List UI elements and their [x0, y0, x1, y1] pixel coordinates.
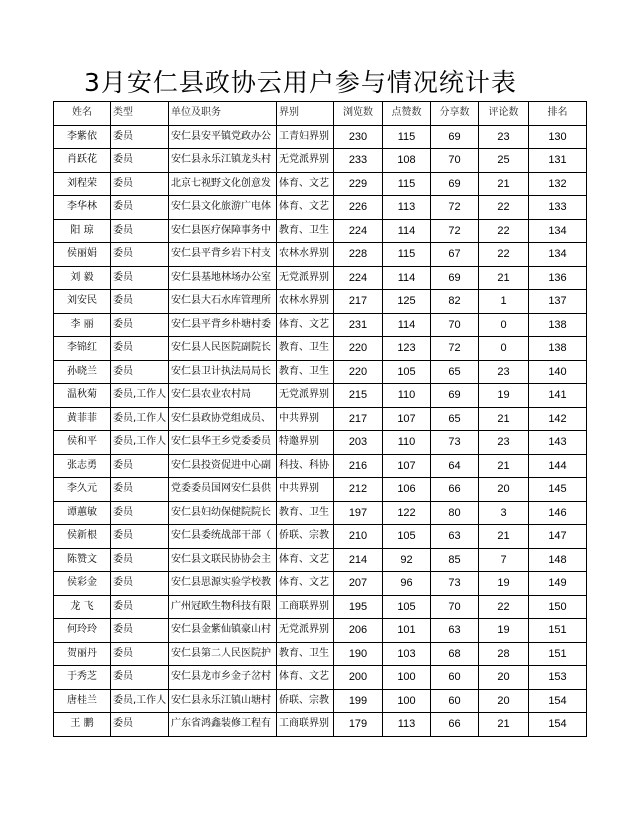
- table-row: [54, 337, 587, 361]
- table-row: [54, 595, 587, 619]
- cell-rank: 154: [529, 689, 587, 713]
- cell-sector: 体育、文艺: [277, 313, 334, 337]
- cell-views: 217: [334, 290, 383, 314]
- cell-rank: 142: [529, 407, 587, 431]
- cell-unit: 安仁县平背乡朴塘村委: [169, 313, 277, 337]
- table-row: [54, 266, 587, 290]
- cell-name: 于秀芝: [54, 666, 111, 690]
- statistics-table: [53, 101, 587, 737]
- cell-likes: 105: [383, 595, 431, 619]
- cell-comments: 3: [479, 501, 529, 525]
- cell-type: 委员: [111, 501, 169, 525]
- cell-shares: 73: [431, 572, 479, 596]
- cell-unit: 安仁县农业农村局: [169, 384, 277, 408]
- cell-rank: 133: [529, 196, 587, 220]
- cell-rank: 140: [529, 360, 587, 384]
- cell-likes: 96: [383, 572, 431, 596]
- cell-sector: 农林水界别: [277, 243, 334, 267]
- cell-name: 温秋菊: [54, 384, 111, 408]
- cell-views: 190: [334, 642, 383, 666]
- cell-name: 肖跃花: [54, 149, 111, 173]
- table-row: [54, 360, 587, 384]
- header-views: 浏览数: [334, 102, 383, 126]
- cell-name: 李 丽: [54, 313, 111, 337]
- cell-unit: 安仁县文化旅游广电体: [169, 196, 277, 220]
- cell-unit: 安仁县大石水库管理所: [169, 290, 277, 314]
- table-row: [54, 548, 587, 572]
- cell-name: 李久元: [54, 478, 111, 502]
- table-row: [54, 219, 587, 243]
- cell-comments: 20: [479, 478, 529, 502]
- header-type: 类型: [111, 102, 169, 126]
- cell-likes: 113: [383, 196, 431, 220]
- cell-unit: 安仁县平背乡岩下村支: [169, 243, 277, 267]
- cell-likes: 125: [383, 290, 431, 314]
- cell-likes: 115: [383, 172, 431, 196]
- cell-type: 委员: [111, 243, 169, 267]
- cell-views: 203: [334, 431, 383, 455]
- table-row: [54, 384, 587, 408]
- cell-comments: 25: [479, 149, 529, 173]
- cell-rank: 151: [529, 619, 587, 643]
- cell-comments: 7: [479, 548, 529, 572]
- cell-rank: 138: [529, 337, 587, 361]
- cell-likes: 107: [383, 454, 431, 478]
- cell-rank: 147: [529, 525, 587, 549]
- cell-views: 231: [334, 313, 383, 337]
- table-row: [54, 689, 587, 713]
- cell-rank: 132: [529, 172, 587, 196]
- cell-shares: 70: [431, 595, 479, 619]
- cell-views: 228: [334, 243, 383, 267]
- table-row: [54, 313, 587, 337]
- cell-sector: 侨联、宗教: [277, 689, 334, 713]
- cell-likes: 92: [383, 548, 431, 572]
- table-row: [54, 196, 587, 220]
- cell-type: 委员: [111, 525, 169, 549]
- cell-rank: 141: [529, 384, 587, 408]
- table-row: [54, 431, 587, 455]
- cell-unit: 安仁县永乐江镇龙头村: [169, 149, 277, 173]
- cell-rank: 131: [529, 149, 587, 173]
- table-row: [54, 572, 587, 596]
- table-row: [54, 243, 587, 267]
- cell-rank: 154: [529, 713, 587, 737]
- table-row: [54, 619, 587, 643]
- cell-shares: 65: [431, 407, 479, 431]
- cell-sector: 工青妇界别: [277, 125, 334, 149]
- cell-sector: 科技、科协: [277, 454, 334, 478]
- cell-likes: 114: [383, 266, 431, 290]
- cell-name: 贺丽丹: [54, 642, 111, 666]
- table-row: [54, 125, 587, 149]
- table-row: [54, 501, 587, 525]
- cell-sector: 农林水界别: [277, 290, 334, 314]
- cell-views: 199: [334, 689, 383, 713]
- cell-views: 195: [334, 595, 383, 619]
- cell-views: 224: [334, 266, 383, 290]
- cell-name: 李紫依: [54, 125, 111, 149]
- cell-unit: 广州冠欧生物科技有限: [169, 595, 277, 619]
- cell-unit: 安仁县龙市乡金子岔村: [169, 666, 277, 690]
- cell-comments: 22: [479, 196, 529, 220]
- cell-comments: 0: [479, 337, 529, 361]
- table-row: [54, 525, 587, 549]
- cell-shares: 64: [431, 454, 479, 478]
- cell-sector: 体育、文艺: [277, 548, 334, 572]
- cell-unit: 安仁县安平镇党政办公: [169, 125, 277, 149]
- cell-views: 224: [334, 219, 383, 243]
- cell-unit: 安仁县思源实验学校教: [169, 572, 277, 596]
- cell-shares: 60: [431, 666, 479, 690]
- header-likes: 点赞数: [383, 102, 431, 126]
- cell-likes: 103: [383, 642, 431, 666]
- cell-rank: 150: [529, 595, 587, 619]
- table-row: [54, 172, 587, 196]
- cell-name: 侯丽娟: [54, 243, 111, 267]
- cell-comments: 20: [479, 689, 529, 713]
- cell-shares: 66: [431, 713, 479, 737]
- cell-views: 233: [334, 149, 383, 173]
- cell-sector: 无党派界别: [277, 384, 334, 408]
- cell-rank: 149: [529, 572, 587, 596]
- cell-unit: 安仁县医疗保障事务中: [169, 219, 277, 243]
- cell-rank: 144: [529, 454, 587, 478]
- cell-type: 委员: [111, 313, 169, 337]
- cell-likes: 114: [383, 219, 431, 243]
- cell-sector: 无党派界别: [277, 266, 334, 290]
- cell-rank: 137: [529, 290, 587, 314]
- table-row: [54, 713, 587, 737]
- cell-shares: 66: [431, 478, 479, 502]
- cell-sector: 无党派界别: [277, 149, 334, 173]
- cell-shares: 63: [431, 525, 479, 549]
- page-title: 3月安仁县政协云用户参与情况统计表: [84, 68, 517, 97]
- cell-likes: 122: [383, 501, 431, 525]
- cell-unit: 安仁县人民医院副院长: [169, 337, 277, 361]
- cell-type: 委员: [111, 172, 169, 196]
- table-row: [54, 290, 587, 314]
- header-comments: 评论数: [479, 102, 529, 126]
- cell-views: 215: [334, 384, 383, 408]
- cell-comments: 20: [479, 666, 529, 690]
- cell-unit: 安仁县基地林场办公室: [169, 266, 277, 290]
- cell-name: 阳 琼: [54, 219, 111, 243]
- cell-name: 王 鹏: [54, 713, 111, 737]
- cell-name: 龙 飞: [54, 595, 111, 619]
- cell-unit: 安仁县政协党组成员、: [169, 407, 277, 431]
- cell-rank: 151: [529, 642, 587, 666]
- cell-type: 委员,工作人: [111, 384, 169, 408]
- cell-sector: 工商联界别: [277, 595, 334, 619]
- cell-likes: 101: [383, 619, 431, 643]
- cell-likes: 108: [383, 149, 431, 173]
- cell-comments: 23: [479, 431, 529, 455]
- cell-views: 216: [334, 454, 383, 478]
- cell-name: 刘安民: [54, 290, 111, 314]
- cell-sector: 特邀界别: [277, 431, 334, 455]
- cell-name: 黄菲菲: [54, 407, 111, 431]
- cell-unit: 安仁县永乐江镇山塘村: [169, 689, 277, 713]
- cell-sector: 教育、卫生: [277, 501, 334, 525]
- cell-unit: 安仁县第二人民医院护: [169, 642, 277, 666]
- cell-shares: 67: [431, 243, 479, 267]
- cell-likes: 115: [383, 125, 431, 149]
- cell-comments: 21: [479, 713, 529, 737]
- cell-shares: 69: [431, 266, 479, 290]
- cell-type: 委员: [111, 619, 169, 643]
- cell-views: 214: [334, 548, 383, 572]
- cell-type: 委员: [111, 572, 169, 596]
- cell-sector: 体育、文艺: [277, 572, 334, 596]
- cell-name: 何玲玲: [54, 619, 111, 643]
- cell-rank: 143: [529, 431, 587, 455]
- cell-sector: 教育、卫生: [277, 337, 334, 361]
- cell-likes: 106: [383, 478, 431, 502]
- cell-name: 李锦红: [54, 337, 111, 361]
- cell-unit: 安仁县金紫仙镇豪山村: [169, 619, 277, 643]
- cell-type: 委员,工作人: [111, 689, 169, 713]
- cell-rank: 148: [529, 548, 587, 572]
- cell-rank: 146: [529, 501, 587, 525]
- cell-type: 委员: [111, 290, 169, 314]
- cell-views: 206: [334, 619, 383, 643]
- cell-name: 陈赞文: [54, 548, 111, 572]
- cell-views: 197: [334, 501, 383, 525]
- cell-name: 张志勇: [54, 454, 111, 478]
- cell-name: 唐桂兰: [54, 689, 111, 713]
- cell-name: 孙晓兰: [54, 360, 111, 384]
- cell-comments: 21: [479, 266, 529, 290]
- cell-type: 委员: [111, 266, 169, 290]
- header-name: 姓名: [54, 102, 111, 126]
- cell-comments: 0: [479, 313, 529, 337]
- cell-rank: 145: [529, 478, 587, 502]
- cell-name: 刘 毅: [54, 266, 111, 290]
- cell-type: 委员: [111, 454, 169, 478]
- cell-rank: 136: [529, 266, 587, 290]
- cell-views: 217: [334, 407, 383, 431]
- cell-comments: 21: [479, 525, 529, 549]
- cell-name: 李华林: [54, 196, 111, 220]
- cell-unit: 党委委员国网安仁县供: [169, 478, 277, 502]
- cell-sector: 体育、文艺: [277, 196, 334, 220]
- table-row: [54, 666, 587, 690]
- cell-name: 侯和平: [54, 431, 111, 455]
- cell-type: 委员,工作人: [111, 407, 169, 431]
- table-row: [54, 642, 587, 666]
- cell-shares: 69: [431, 172, 479, 196]
- cell-sector: 工商联界别: [277, 713, 334, 737]
- cell-views: 179: [334, 713, 383, 737]
- cell-type: 委员: [111, 642, 169, 666]
- cell-likes: 123: [383, 337, 431, 361]
- cell-name: 刘程荣: [54, 172, 111, 196]
- cell-comments: 28: [479, 642, 529, 666]
- cell-likes: 113: [383, 713, 431, 737]
- cell-type: 委员: [111, 219, 169, 243]
- cell-likes: 100: [383, 666, 431, 690]
- cell-name: 侯彩金: [54, 572, 111, 596]
- cell-name: 侯新根: [54, 525, 111, 549]
- cell-unit: 安仁县华王乡党委委员: [169, 431, 277, 455]
- cell-unit: 安仁县委统战部干部（: [169, 525, 277, 549]
- cell-shares: 82: [431, 290, 479, 314]
- cell-comments: 22: [479, 243, 529, 267]
- table-row: [54, 149, 587, 173]
- cell-type: 委员: [111, 360, 169, 384]
- header-unit: 单位及职务: [169, 102, 277, 126]
- cell-type: 委员: [111, 337, 169, 361]
- cell-shares: 70: [431, 313, 479, 337]
- cell-rank: 138: [529, 313, 587, 337]
- cell-views: 229: [334, 172, 383, 196]
- cell-comments: 21: [479, 454, 529, 478]
- cell-views: 210: [334, 525, 383, 549]
- cell-views: 226: [334, 196, 383, 220]
- cell-rank: 130: [529, 125, 587, 149]
- cell-type: 委员: [111, 125, 169, 149]
- cell-shares: 69: [431, 384, 479, 408]
- cell-type: 委员,工作人: [111, 431, 169, 455]
- cell-unit: 安仁县卫计执法局局长: [169, 360, 277, 384]
- cell-likes: 100: [383, 689, 431, 713]
- table-row: [54, 478, 587, 502]
- header-sector: 界别: [277, 102, 334, 126]
- header-shares: 分享数: [431, 102, 479, 126]
- table-row: [54, 407, 587, 431]
- cell-type: 委员: [111, 595, 169, 619]
- cell-comments: 19: [479, 384, 529, 408]
- header-row: [54, 102, 587, 126]
- cell-type: 委员: [111, 196, 169, 220]
- cell-type: 委员: [111, 713, 169, 737]
- cell-views: 230: [334, 125, 383, 149]
- cell-comments: 23: [479, 360, 529, 384]
- header-rank: 排名: [529, 102, 587, 126]
- cell-unit: 安仁县投资促进中心副: [169, 454, 277, 478]
- cell-comments: 21: [479, 407, 529, 431]
- cell-shares: 70: [431, 149, 479, 173]
- cell-unit: 北京七视野文化创意发: [169, 172, 277, 196]
- cell-likes: 114: [383, 313, 431, 337]
- cell-rank: 153: [529, 666, 587, 690]
- cell-shares: 80: [431, 501, 479, 525]
- cell-type: 委员: [111, 666, 169, 690]
- cell-type: 委员: [111, 478, 169, 502]
- cell-shares: 63: [431, 619, 479, 643]
- cell-shares: 72: [431, 196, 479, 220]
- cell-views: 220: [334, 337, 383, 361]
- cell-likes: 105: [383, 525, 431, 549]
- cell-type: 委员: [111, 548, 169, 572]
- cell-shares: 72: [431, 219, 479, 243]
- cell-likes: 107: [383, 407, 431, 431]
- cell-comments: 22: [479, 219, 529, 243]
- cell-comments: 19: [479, 619, 529, 643]
- cell-sector: 无党派界别: [277, 619, 334, 643]
- cell-views: 200: [334, 666, 383, 690]
- cell-shares: 72: [431, 337, 479, 361]
- cell-views: 212: [334, 478, 383, 502]
- cell-sector: 侨联、宗教: [277, 525, 334, 549]
- cell-sector: 教育、卫生: [277, 642, 334, 666]
- cell-rank: 134: [529, 243, 587, 267]
- cell-sector: 中共界别: [277, 407, 334, 431]
- cell-comments: 23: [479, 125, 529, 149]
- cell-rank: 134: [529, 219, 587, 243]
- cell-sector: 体育、文艺: [277, 172, 334, 196]
- table-row: [54, 454, 587, 478]
- cell-unit: 广东省鸿鑫装修工程有: [169, 713, 277, 737]
- cell-type: 委员: [111, 149, 169, 173]
- cell-shares: 73: [431, 431, 479, 455]
- cell-name: 谭蕙敏: [54, 501, 111, 525]
- cell-likes: 110: [383, 431, 431, 455]
- cell-likes: 115: [383, 243, 431, 267]
- cell-shares: 68: [431, 642, 479, 666]
- cell-comments: 1: [479, 290, 529, 314]
- cell-sector: 教育、卫生: [277, 219, 334, 243]
- cell-unit: 安仁县文联民协协会主: [169, 548, 277, 572]
- cell-views: 207: [334, 572, 383, 596]
- cell-sector: 教育、卫生: [277, 360, 334, 384]
- cell-shares: 65: [431, 360, 479, 384]
- cell-comments: 19: [479, 572, 529, 596]
- cell-likes: 105: [383, 360, 431, 384]
- cell-sector: 中共界别: [277, 478, 334, 502]
- cell-shares: 69: [431, 125, 479, 149]
- cell-views: 220: [334, 360, 383, 384]
- cell-shares: 60: [431, 689, 479, 713]
- cell-sector: 体育、文艺: [277, 666, 334, 690]
- cell-unit: 安仁县妇幼保健院院长: [169, 501, 277, 525]
- cell-comments: 21: [479, 172, 529, 196]
- cell-likes: 110: [383, 384, 431, 408]
- cell-comments: 22: [479, 595, 529, 619]
- cell-shares: 85: [431, 548, 479, 572]
